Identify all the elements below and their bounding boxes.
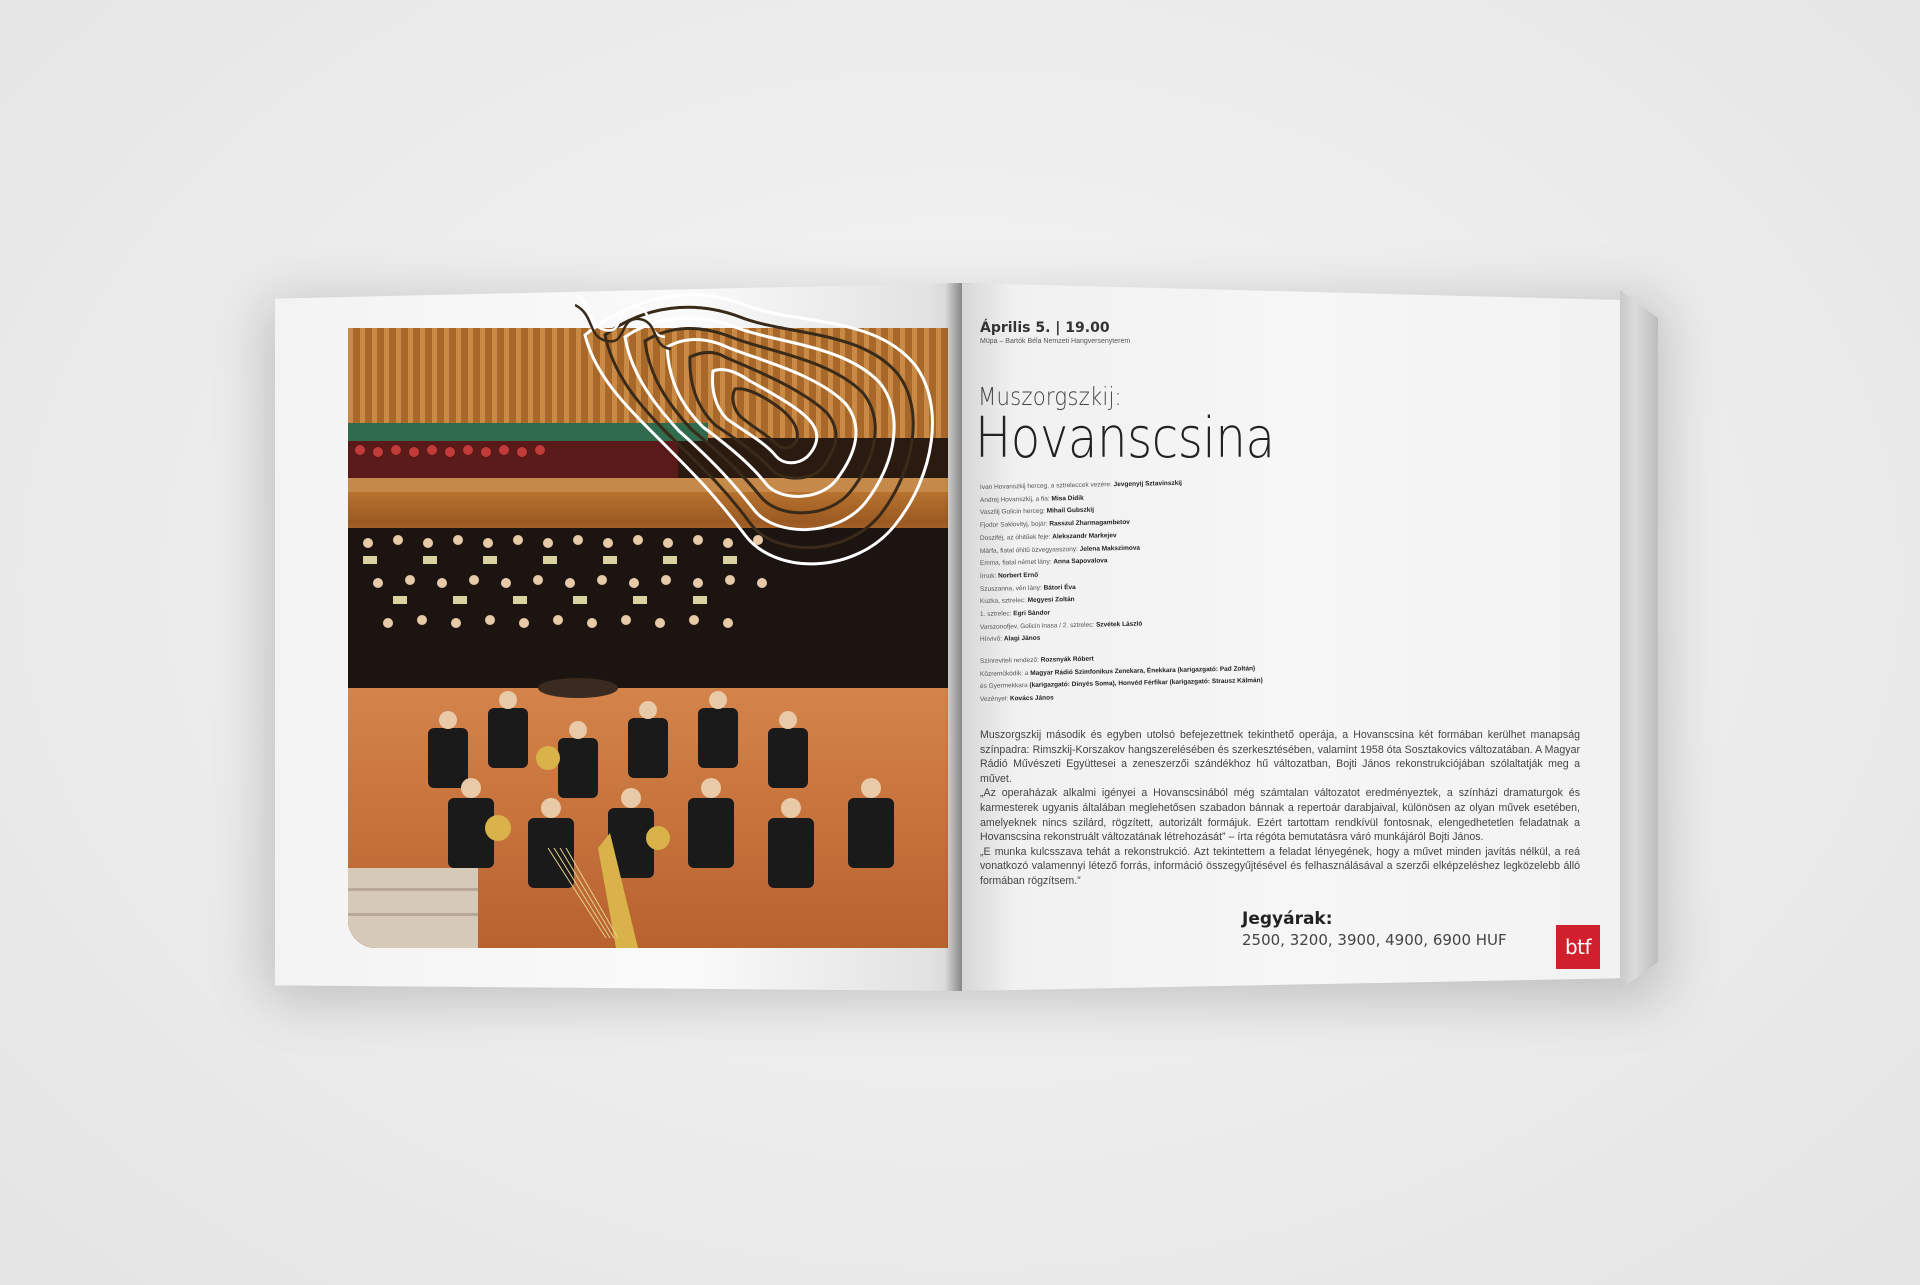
credits-list (980, 656, 1380, 707)
cast-line: Fjodor Saklovityj, bojár: Rasszul Zharmagambetov (979, 518, 1130, 530)
cast-line: Szuszanna, vén lány: Bátori Éva (979, 583, 1076, 593)
cast-line: Varszonofjev, Golicin inasa / 2. sztrelec: Szvétek László (979, 620, 1143, 631)
composer-name: Muszorgszkij: (978, 382, 1122, 411)
concert-photo (348, 328, 948, 948)
cast-line: Vaszilij Golicin herceg: Mihail Gubszkij (979, 507, 1095, 517)
body-paragraph: Muszorgszkij második és egyben utolsó befejezettnek tekinthető operája, a Hovanscsina két formában kerülhet manapság színpadra: Rimszkij-Korszakov hangszerelésében és szerkesztésében, valamint 1958 óta Sosztakovics változatában. A Magyar Rádió Művészeti Együttesei a zeneszerzői szándékhoz hű változatban, Bojti János rekonstrukciójában szólaltatják meg a művet. (980, 729, 1580, 785)
orchestra-illustration (348, 328, 948, 948)
description-text (980, 728, 1580, 889)
cast-line: 1. sztrelec: Egri Sándor (979, 609, 1051, 619)
credit-line: és Gyermekkara (karigazgató: Dinyés Soma), Honvéd Férfikar (karigazgató: Strausz Kálmán) (979, 677, 1263, 691)
cast-line: Márfa, fiatal óhitű özvegyasszony: Jelena Makszimova (979, 544, 1141, 555)
cast-line: Írnok: Norbert Ernő (979, 571, 1039, 580)
cast-line: Ivan Hovanszkij herceg, a sztreleccek vezére: Jevgenyij Sztavinszkij (979, 479, 1182, 491)
body-paragraph: „E munka kulcsszava tehát a rekonstrukció. Azt tekintettem a feladat lényegének, hogy a művet minden javítás nélkül, a reá vonatkozó valamennyi létező forrás, információ összegyűjtésével és felhasználásával a szerzői elképzeléshez legközelebb álló formában rögzítsem.” (980, 845, 1580, 887)
ticket-prices-label: Jegyárak: (1242, 909, 1333, 929)
cast-line: Emma, fiatal német lány: Anna Sapovalova (979, 557, 1108, 568)
page-edges (1620, 290, 1658, 990)
cast-line: Dosziféj, az óhitűek feje: Alekszandr Markejev (979, 531, 1117, 542)
cast-line: Kuzka, sztrelec: Megyesi Zoltán (979, 596, 1075, 606)
work-title: Hovanscsina (975, 406, 1275, 471)
cast-list (979, 479, 1360, 647)
cast-line: Hírvivő: Alagi János (979, 635, 1041, 644)
credit-line: Vezényel: Kovács János (979, 694, 1054, 704)
body-paragraph: „Az operaházak alkalmi igényei a Hovanscsinából még számtalan változatot eredményeztek, a színházi dramaturgok és karmesterek ugyanis általában meglehetősen szabadon bánnak a repertoár darabjaival, különösen az olyan művek esetében, amelyeknek nincs szilárd, rögzített, autorizált formájuk. Ezért tartottam rendkívül fontosnak, elengedhetetlen feladatnak a Hovanscsina rekonstruált változatának létrehozását” – írta régóta bemutatásra váró munkájáról Bojti János. (980, 787, 1580, 844)
credit-line: Színreviteli rendező: Rozsnyák Róbert (979, 655, 1094, 665)
cast-line: Andrej Hovanszkij, a fia: Misa Didik (979, 494, 1084, 504)
event-venue: Müpa – Bartók Béla Nemzeti Hangversenyterem (980, 338, 1131, 345)
event-date: Április 5. | 19.00 (980, 320, 1110, 336)
btf-logo: btf (1556, 925, 1600, 969)
ticket-prices: 2500, 3200, 3900, 4900, 6900 HUF (1242, 931, 1507, 949)
credit-line: Közreműködik: a Magyar Rádió Szimfonikus Zenekara, Énekkara (karigazgató: Pad Zoltán) (979, 664, 1256, 678)
